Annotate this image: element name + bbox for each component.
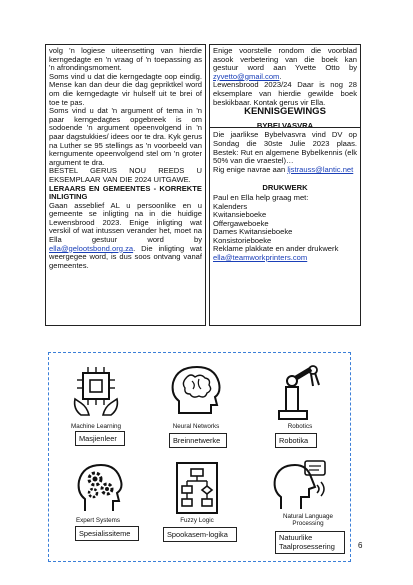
node-label: Robotika: [275, 433, 317, 448]
right-p1-before: Enige voorstelle rondom die voorblad asook verbetering van die boek kan gestuur word aan Yvette Otto by: [213, 46, 357, 73]
node-expert-systems: [69, 457, 127, 520]
left-heading: LERAARS EN GEMEENTES - KORREKTE INLIGTING: [49, 183, 202, 202]
node-robotics: [271, 361, 327, 428]
drukwerk-item: Reklame plakkate en ander drukwerk: [213, 244, 339, 254]
page-number: 6: [358, 541, 363, 550]
robot-arm-icon: [271, 361, 327, 423]
right-paragraph-1: [213, 47, 357, 81]
node-fuzzy-logic: [171, 459, 223, 520]
strauss-email-link[interactable]: ljstrauss@lantic.net: [287, 164, 354, 174]
left-paragraph-3: Soms vind u dat 'n argument of tema in 'n paar kerngedagtes opgebreek is om sodoende 'n argument opeenvolgend in 'n paar dagstukkies/ idees oor te dra. Kyk gerus na Luther se 95 stellings as 'n voorbeeld van kerngumente opeenvolgend stel om 'n groter argument te dra.: [49, 106, 202, 167]
drukwerk-item: Dames Kwitansieboeke: [213, 227, 293, 237]
right-paragraph-2: Lewensbrood 2023/24 Daar is nog 28 eksemplare van hierdie gewilde boek beskikbaar. Kontak gerus vir Ella.: [213, 80, 357, 107]
yvette-email-link[interactable]: zyvetto@gmail.com: [213, 71, 280, 81]
order-notice: BESTEL GERUS NOU REEDS U EKSEMPLAAR VAN DIE 2024 UITGAWE.: [49, 166, 202, 184]
bybelvasvra-text: Die jaarlikse Bybelvasvra vind DV op Sondag die 30ste Julie 2023 plaas. Bestek: Rut en algemene Bybelkennis (elk 50% van die vraestel)…: [213, 130, 357, 166]
left-paragraph-2: Soms vind u dat die kerngedagte oop eindig. Mense kan dan deur die dag gepriktkel word om die kerngedagte vir hulself uit te brei of toe te pas.: [49, 71, 202, 107]
node-label: Natuurlike Taalprosessering: [275, 531, 345, 554]
node-natural-language: [271, 457, 331, 518]
node-machine-learning: [67, 363, 125, 426]
left-p5-after: . Die inligting wat weergegee word, is dus soos ontvang vanaf gemeentes.: [49, 243, 202, 270]
enquiry-prefix: Rig enige navrae aan: [213, 164, 288, 174]
right-divider: [210, 127, 360, 128]
node-label: Spesialissiteme: [75, 526, 139, 541]
node-label: Masjienleer: [75, 431, 125, 446]
machine-learning-icon: [67, 363, 125, 421]
left-column: [45, 44, 206, 326]
speech-head-icon: [271, 457, 331, 513]
right-p1-after: .: [279, 71, 282, 81]
node-label: Spookasem-logika: [163, 527, 237, 542]
node-caption: Machine Learning: [70, 423, 122, 430]
gears-head-icon: [69, 457, 127, 515]
kennisgewings-heading: KENNISGEWINGS: [244, 106, 326, 118]
node-caption: Natural Language Processing: [282, 513, 334, 527]
node-label: Breinnetwerke: [169, 433, 227, 448]
right-column: [209, 44, 361, 326]
flowchart-doc-icon: [171, 459, 223, 515]
brain-icon: [165, 361, 227, 423]
drukwerk-item: Kwitansieboeke: [213, 210, 267, 220]
ella-email-link[interactable]: ella@gelootsbond.org.za: [49, 243, 134, 253]
drukwerk-item: Kalenders: [213, 201, 248, 211]
drukwerk-intro: Paul en Ella help graag met:: [213, 192, 309, 202]
bybelvasvra-heading: BYBELVASVRA: [256, 120, 314, 130]
drukwerk-heading: DRUKWERK: [262, 183, 308, 193]
left-paragraph-1: volg 'n logiese uiteensetting van hierdie kerngedagte en 'n vraag of 'n toepassing as 'n afrondingsmoment.: [49, 46, 202, 73]
left-paragraph-5: [49, 202, 202, 271]
teamwork-email-link[interactable]: ella@teamworkprinters.com: [213, 253, 308, 263]
node-caption: Neural Networks: [172, 423, 220, 430]
bybelvasvra-enquiry: [213, 166, 357, 175]
node-caption: Expert Systems: [75, 517, 121, 524]
drukwerk-item: Konsistorieboeke: [213, 235, 272, 245]
node-caption: Robotics: [287, 423, 313, 430]
node-neural-networks: [165, 361, 227, 428]
drukwerk-item: Offergaweboeke: [213, 218, 269, 228]
left-p5-before: Gaan asseblief AL u persoonlike en u gemeente se inligting na in die huidige Lewensbrood 2023. Enige inligting wat verskil of wat intussen verander het, moet na Ella gestuur word by: [49, 200, 202, 245]
ai-fields-diagram: [48, 352, 351, 562]
node-caption: Fuzzy Logic: [180, 517, 214, 524]
